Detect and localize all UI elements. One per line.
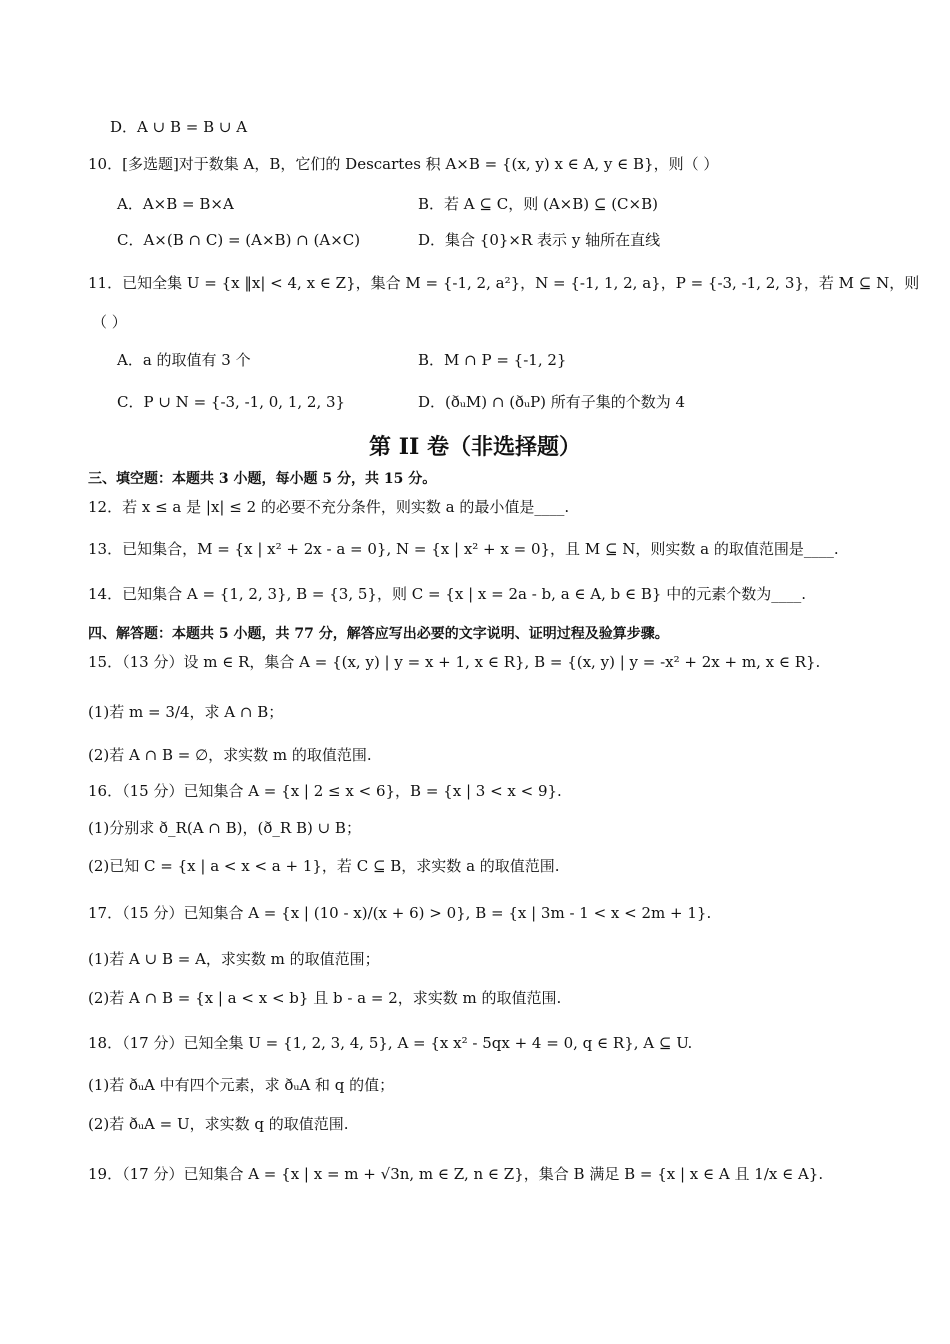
q11-option-b: B．M ∩ P = {-1, 2} <box>418 351 567 369</box>
section-fill-in-blank-heading: 三、填空题：本题共 3 小题，每小题 5 分，共 15 分。 <box>88 471 437 487</box>
q13: 13．已知集合，M = {x | x² + 2x - a = 0}, N = {x | x² + x = 0}，且 M ⊆ N，则实数 a 的取值范围是____. <box>88 540 839 558</box>
q19-stem: 19．（17 分）已知集合 A = {x | x = m + √3n, m ∈ Z, n ∈ Z}，集合 B 满足 B = {x | x ∈ A 且 1/x ∈ A}. <box>88 1165 824 1183</box>
q10-stem: 10．[多选题]对于数集 A，B，它们的 Descartes 积 A×B = {(x, y) x ∈ A, y ∈ B}，则（ ） <box>88 155 719 173</box>
q10-option-c: C．A×(B ∩ C) = (A×B) ∩ (A×C) <box>117 231 361 249</box>
q16-part1: (1)分别求 ð_R(A ∩ B)，(ð_R B) ∪ B； <box>88 819 361 837</box>
q18-part1: (1)若 ðᵤA 中有四个元素，求 ðᵤA 和 q 的值； <box>88 1076 395 1094</box>
q18-stem: 18．（17 分）已知全集 U = {1, 2, 3, 4, 5}, A = {x x² - 5qx + 4 = 0, q ∈ R}, A ⊆ U. <box>88 1034 693 1052</box>
q12: 12．若 x ≤ a 是 |x| ≤ 2 的必要不充分条件，则实数 a 的最小值是____. <box>88 498 570 516</box>
q15-stem: 15．（13 分）设 m ∈ R，集合 A = {(x, y) | y = x + 1, x ∈ R}, B = {(x, y) | y = -x² + 2x + m, x ∈ R}. <box>88 653 821 671</box>
q16-part2: (2)已知 C = {x | a < x < a + 1}，若 C ⊆ B，求实数 a 的取值范围. <box>88 857 560 875</box>
section-solutions-heading: 四、解答题：本题共 5 小题，共 77 分，解答应写出必要的文字说明、证明过程及验算步骤。 <box>88 626 669 642</box>
q10-option-b: B．若 A ⊆ C，则 (A×B) ⊆ (C×B) <box>418 195 658 213</box>
q11-option-d: D．(ðᵤM) ∩ (ðᵤP) 所有子集的个数为 4 <box>418 393 686 411</box>
q16-stem: 16．（15 分）已知集合 A = {x | 2 ≤ x < 6}，B = {x | 3 < x < 9}. <box>88 782 562 800</box>
part2-title: 第 II 卷（非选择题） <box>369 434 581 460</box>
q14: 14．已知集合 A = {1, 2, 3}, B = {3, 5}，则 C = {x | x = 2a - b, a ∈ A, b ∈ B} 中的元素个数为____. <box>88 585 806 603</box>
q10-option-d: D．集合 {0}×R 表示 y 轴所在直线 <box>418 231 661 249</box>
q17-part2: (2)若 A ∩ B = {x | a < x < b} 且 b - a = 2，求实数 m 的取值范围. <box>88 989 562 1007</box>
q11-stem: 11．已知全集 U = {x ‖x| < 4, x ∈ Z}，集合 M = {-1, 2, a²}，N = {-1, 1, 2, a}，P = {-3, -1, 2, 3}，若 M ⊆ N，则 <box>88 274 920 292</box>
q17-part1: (1)若 A ∪ B = A，求实数 m 的取值范围； <box>88 950 380 968</box>
q15-part1: (1)若 m = 3/4，求 A ∩ B； <box>88 703 284 721</box>
q10-option-a: A．A×B = B×A <box>117 195 234 213</box>
q11-answer-paren: （ ） <box>92 313 127 331</box>
q11-option-c: C．P ∪ N = {-3, -1, 0, 1, 2, 3} <box>117 393 346 411</box>
q9-option-d: D．A ∪ B = B ∪ A <box>110 118 248 136</box>
q11-option-a: A．a 的取值有 3 个 <box>117 351 251 369</box>
q15-part2: (2)若 A ∩ B = ∅，求实数 m 的取值范围. <box>88 746 372 764</box>
q17-stem: 17．（15 分）已知集合 A = {x | (10 - x)/(x + 6) > 0}, B = {x | 3m - 1 < x < 2m + 1}. <box>88 904 712 922</box>
q18-part2: (2)若 ðᵤA = U，求实数 q 的取值范围. <box>88 1115 349 1133</box>
